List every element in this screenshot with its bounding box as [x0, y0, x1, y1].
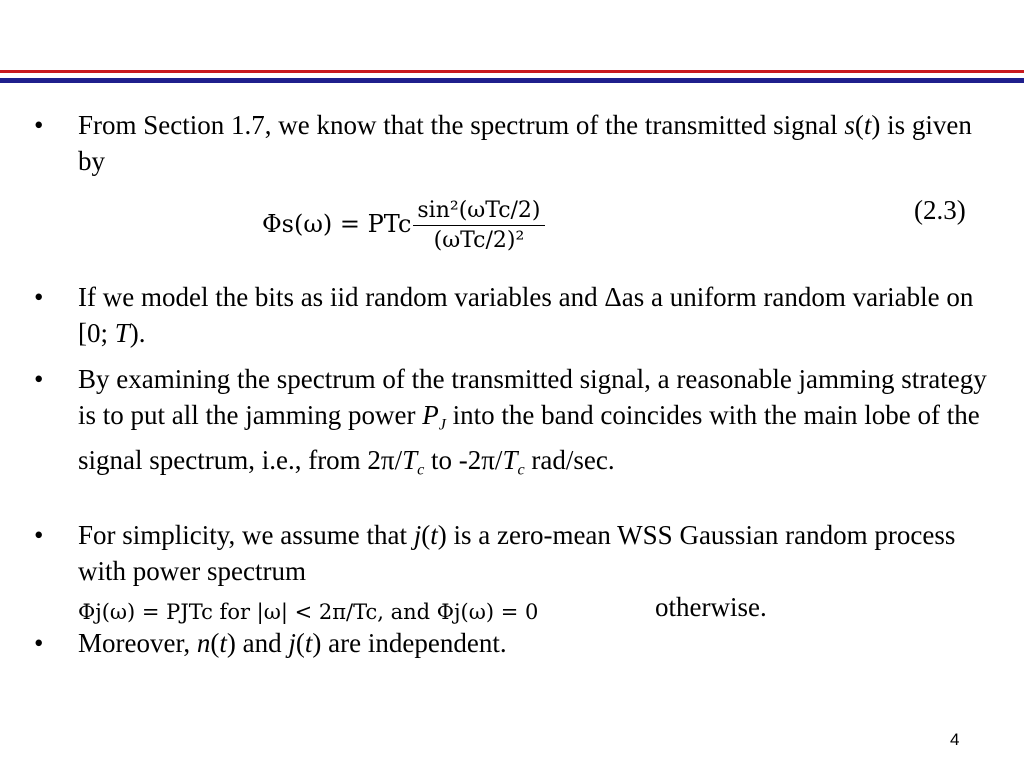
bullet-item-model [32, 280, 992, 352]
var-T: T [502, 444, 518, 475]
var-t: t [219, 628, 227, 658]
sub-c: c [417, 460, 425, 479]
bullet-item-jamming [32, 362, 992, 508]
paren: ) [226, 628, 236, 658]
paren: ( [854, 110, 864, 140]
bullet-dot: • [34, 520, 44, 550]
bullet-item-independent [32, 626, 992, 662]
equation-2-3 [262, 198, 545, 253]
bullet-text: into the band coincides with the main lobe of the signal spectrum, i.e., from 2π/ [78, 399, 980, 475]
var-s: s [844, 110, 855, 140]
var-n: n [196, 628, 211, 658]
bullet-text: From Section 1.7, we know that the spectrum of the transmitted signal [78, 110, 845, 140]
sub-c: c [517, 460, 525, 479]
var-j: j [288, 628, 296, 658]
bullet-text: If we model the bits as iid random variables and Δas a uniform random variable on [0; [78, 282, 974, 348]
sub-J: J [438, 415, 446, 434]
bullet-item-spectrum [32, 108, 992, 180]
equation-lhs: Φs(ω) = PTc [262, 210, 412, 238]
var-j: j [413, 520, 422, 550]
var-T: T [114, 317, 130, 348]
bullet-text: For simplicity, we assume that [78, 520, 414, 550]
var-t: t [304, 628, 313, 658]
paren: ) [312, 628, 322, 658]
bullet-text: By examining the spectrum of the transmitted signal, a reasonable jamming strategy is to put all the jamming power [78, 364, 987, 430]
bullet-dot: • [34, 364, 44, 394]
equation-denominator: (ωTc/2)² [433, 228, 525, 253]
bullet-dot: • [34, 110, 44, 140]
bullet-text: and [235, 628, 289, 658]
var-t: t [863, 110, 872, 140]
bullet-text: are independent. [321, 628, 507, 658]
paren: ) [437, 520, 447, 550]
bullet-dot: • [34, 628, 44, 658]
bullet-text: ). [129, 317, 146, 348]
var-P: P [422, 399, 439, 430]
var-T: T [402, 444, 418, 475]
equation-number: (2.3) [914, 195, 966, 225]
bullet-text: Moreover, [78, 628, 197, 658]
bullet-text: rad/sec. [524, 444, 615, 475]
paren: ) [871, 110, 881, 140]
paren: ( [210, 628, 220, 658]
var-t: t [430, 520, 438, 550]
equation-jamming-spectrum: Φj(ω) = PJTc for |ω| < 2π/Tc, and Φj(ω) = 0 [78, 600, 539, 624]
top-rule-blue [0, 78, 1024, 83]
equation-otherwise: otherwise. [655, 592, 767, 622]
paren: ( [295, 628, 305, 658]
top-rule-red [0, 70, 1024, 73]
bullet-text: is a zero-mean WSS Gaussian random process with power spectrum [78, 520, 956, 586]
paren: ( [421, 520, 431, 550]
equation-fraction [413, 198, 544, 253]
page-number: 4 [950, 730, 960, 749]
bullet-text: to -2π/ [424, 444, 503, 475]
bullet-dot: • [34, 282, 44, 312]
bullet-list [32, 108, 992, 662]
bullet-text: is given by [78, 110, 972, 176]
equation-numerator: sin²(ωTc/2) [413, 198, 544, 226]
